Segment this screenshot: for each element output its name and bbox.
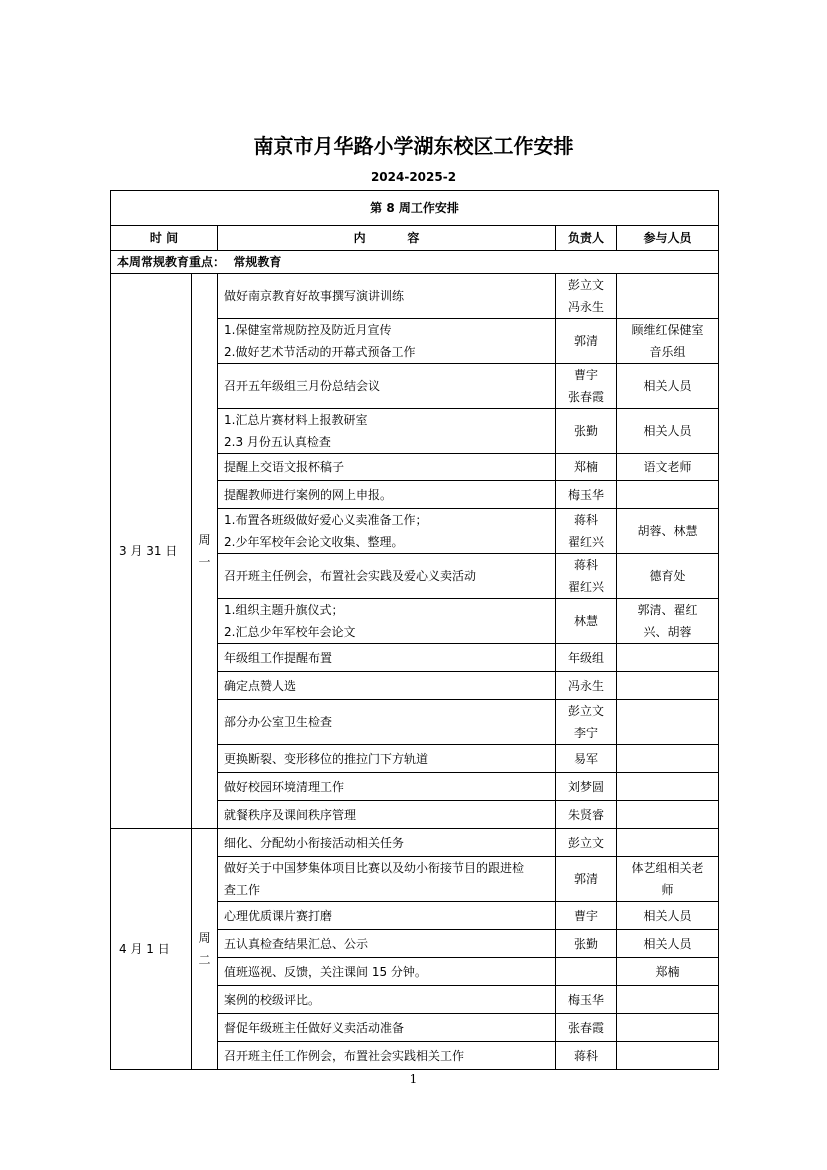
task-owner — [556, 644, 617, 672]
task-content-line-1: 提醒教师进行案例的网上申报。 — [224, 487, 393, 502]
task-owner-line-1: 梅玉华 — [567, 992, 604, 1007]
task-content — [218, 599, 556, 644]
task-participants — [617, 644, 719, 672]
task-content-line-1: 细化、分配幼小衔接活动相关任务 — [224, 835, 405, 850]
school-year: 2024-2025-2 — [370, 170, 457, 184]
task-content — [218, 481, 556, 509]
task-participants-line-1: 相关人员 — [643, 379, 692, 393]
page-title: 南京市月华路小学湖东校区工作安排 — [253, 134, 574, 158]
task-content — [218, 1042, 556, 1070]
task-participants-line-1: 相关人员 — [643, 424, 692, 438]
task-owner — [556, 454, 617, 481]
task-content-line-1: 召开班主任工作例会，布置社会实践相关工作 — [224, 1048, 465, 1063]
task-participants-line-1: 体艺组相关老 — [631, 861, 704, 875]
task-owner-line-1: 林慧 — [573, 614, 598, 628]
task-participants — [617, 274, 719, 319]
task-owner — [556, 672, 617, 700]
task-owner-line-1: 朱贤睿 — [567, 807, 604, 822]
date-cell: 4 月 1 日 — [111, 829, 192, 1070]
task-content — [218, 319, 556, 364]
task-owner-line-1: 蒋科 — [573, 1048, 598, 1063]
task-owner-line-1: 刘梦圆 — [567, 779, 604, 794]
task-content — [218, 274, 556, 319]
task-owner — [556, 857, 617, 902]
task-participants — [617, 409, 719, 454]
focus-row — [111, 251, 719, 274]
task-content-line-1: 提醒上交语文报杯稿子 — [224, 460, 345, 474]
task-owner-line-2: 张春霞 — [567, 390, 604, 404]
task-participants — [617, 857, 719, 902]
task-owner — [556, 1042, 617, 1070]
task-content-line-1: 做好校园环境清理工作 — [224, 779, 345, 794]
task-owner — [556, 319, 617, 364]
weekday-char-1: 周 — [198, 533, 211, 547]
task-owner-line-1: 郭清 — [573, 334, 598, 348]
task-content — [218, 801, 556, 829]
task-content-line-1: 督促年级班主任做好义卖活动准备 — [224, 1020, 405, 1035]
task-owner-line-2: 翟红兴 — [567, 580, 604, 594]
task-owner-line-1: 梅玉华 — [567, 487, 604, 502]
task-owner-line-1: 郭清 — [573, 872, 598, 886]
task-owner — [556, 481, 617, 509]
schedule-row — [111, 829, 719, 857]
task-content-line-1: 值班巡视、反馈，关注课间 15 分钟。 — [224, 964, 427, 979]
page-number: 1 — [409, 1072, 418, 1086]
task-content-line-1: 心理优质课片赛打磨 — [224, 908, 333, 923]
task-owner-line-1: 彭立文 — [567, 704, 604, 718]
task-content — [218, 902, 556, 930]
task-content-line-1: 做好关于中国梦集体项目比赛以及幼小衔接节目的跟进检 — [224, 861, 525, 875]
task-owner-line-1: 曹宇 — [573, 368, 598, 382]
task-content — [218, 672, 556, 700]
week-title-row — [111, 191, 719, 226]
weekly-focus: 本周常规教育重点： 常规教育 — [111, 251, 719, 274]
task-content-line-1: 召开班主任例会，布置社会实践及爱心义卖活动 — [224, 569, 477, 583]
task-content-line-1: 更换断裂、变形移位的推拉门下方轨道 — [224, 751, 429, 766]
task-content-line-1: 年级组工作提醒布置 — [224, 650, 333, 665]
task-participants — [617, 700, 719, 745]
task-participants — [617, 554, 719, 599]
header-time: 时 间 — [111, 226, 218, 251]
task-owner — [556, 1014, 617, 1042]
task-owner-line-2: 冯永生 — [567, 300, 604, 314]
task-owner — [556, 801, 617, 829]
task-owner — [556, 902, 617, 930]
task-content-line-1: 1.布置各班级做好爱心义卖准备工作； — [224, 513, 428, 527]
task-content — [218, 986, 556, 1014]
task-content-line-1: 1.汇总片赛材料上报教研室 — [224, 413, 368, 427]
task-owner — [556, 829, 617, 857]
weekday-char-2: 一 — [198, 555, 211, 569]
task-owner — [556, 930, 617, 958]
task-participants — [617, 1042, 719, 1070]
task-participants — [617, 454, 719, 481]
task-participants-line-1: 语文老师 — [643, 460, 692, 474]
task-content — [218, 454, 556, 481]
header-content: 内 容 — [218, 226, 556, 251]
task-content-line-1: 1.组织主题升旗仪式； — [224, 603, 344, 617]
task-participants-line-2: 兴、胡蓉 — [643, 625, 692, 639]
task-participants — [617, 509, 719, 554]
task-owner-line-2: 李宁 — [573, 726, 598, 740]
task-content — [218, 364, 556, 409]
task-content — [218, 930, 556, 958]
task-content — [218, 829, 556, 857]
task-owner-line-1: 易军 — [573, 751, 598, 766]
task-content-line-1: 做好南京教育好故事撰写演讲训练 — [224, 289, 405, 303]
task-content — [218, 745, 556, 773]
task-content-line-1: 就餐秩序及课间秩序管理 — [224, 807, 357, 822]
task-participants — [617, 773, 719, 801]
task-participants — [617, 481, 719, 509]
task-content — [218, 644, 556, 672]
task-content-line-2: 2.3 月份五认真检查 — [224, 435, 331, 449]
task-participants — [617, 599, 719, 644]
task-owner — [556, 745, 617, 773]
task-participants-line-1: 相关人员 — [643, 936, 692, 951]
task-content — [218, 1014, 556, 1042]
task-owner — [556, 958, 617, 986]
task-owner-line-1: 郑楠 — [573, 460, 598, 474]
task-participants — [617, 745, 719, 773]
task-content-line-2: 2.汇总少年军校年会论文 — [224, 625, 356, 639]
task-owner — [556, 509, 617, 554]
task-owner — [556, 986, 617, 1014]
task-content — [218, 958, 556, 986]
task-participants — [617, 930, 719, 958]
task-content-line-1: 确定点赞人选 — [224, 678, 297, 693]
task-participants-line-1: 德育处 — [649, 569, 686, 583]
task-content — [218, 554, 556, 599]
schedule-row — [111, 274, 719, 319]
task-participants — [617, 958, 719, 986]
task-owner — [556, 773, 617, 801]
task-content-line-1: 案例的校级评比。 — [224, 992, 321, 1007]
task-owner — [556, 700, 617, 745]
weekday-cell — [192, 829, 218, 1070]
header-row — [111, 226, 719, 251]
task-owner-line-2: 翟红兴 — [567, 535, 604, 549]
task-owner — [556, 364, 617, 409]
task-owner-line-1: 张勤 — [573, 936, 598, 951]
task-content — [218, 857, 556, 902]
task-owner-line-1: 蒋科 — [573, 513, 598, 527]
task-content-line-2: 2.做好艺术节活动的开幕式预备工作 — [224, 345, 416, 359]
task-participants — [617, 319, 719, 364]
task-participants — [617, 672, 719, 700]
task-owner — [556, 274, 617, 319]
date-cell: 3 月 31 日 — [111, 274, 192, 829]
weekday-char-1: 周 — [198, 931, 211, 945]
task-owner-line-1: 彭立文 — [567, 278, 604, 292]
task-participants-line-1: 郑楠 — [655, 964, 680, 979]
task-participants-line-1: 相关人员 — [643, 908, 692, 923]
task-participants — [617, 986, 719, 1014]
task-owner — [556, 554, 617, 599]
task-owner-line-1: 彭立文 — [567, 835, 604, 850]
task-content-line-1: 部分办公室卫生检查 — [224, 715, 333, 729]
task-participants — [617, 1014, 719, 1042]
task-participants — [617, 902, 719, 930]
task-owner-line-1: 年级组 — [567, 650, 604, 665]
header-participants: 参与人员 — [617, 226, 719, 251]
task-content — [218, 509, 556, 554]
task-participants-line-2: 音乐组 — [649, 345, 686, 359]
weekday-char-2: 二 — [198, 953, 211, 967]
task-owner-line-1: 张勤 — [573, 424, 598, 438]
task-owner-line-1: 蒋科 — [573, 558, 598, 572]
task-owner-line-1: 曹宇 — [573, 908, 598, 923]
task-participants-line-1: 顾维红保健室 — [631, 323, 704, 337]
task-content-line-1: 五认真检查结果汇总、公示 — [224, 936, 369, 951]
task-content-line-2: 查工作 — [224, 883, 261, 897]
task-owner — [556, 409, 617, 454]
task-content — [218, 409, 556, 454]
task-participants — [617, 801, 719, 829]
task-content-line-1: 1.保健室常规防控及防近月宣传 — [224, 323, 392, 337]
task-participants-line-1: 胡蓉、林慧 — [637, 524, 698, 538]
task-content-line-2: 2.少年军校年会论文收集、整理。 — [224, 535, 404, 549]
task-content-line-1: 召开五年级组三月份总结会议 — [224, 379, 381, 393]
schedule-table — [110, 190, 719, 1070]
task-participants — [617, 829, 719, 857]
task-content — [218, 700, 556, 745]
task-owner-line-1: 冯永生 — [567, 678, 604, 693]
task-participants-line-2: 师 — [661, 883, 674, 897]
task-participants-line-1: 郭清、翟红 — [637, 603, 698, 617]
task-owner — [556, 599, 617, 644]
weekday-cell — [192, 274, 218, 829]
header-owner: 负责人 — [556, 226, 617, 251]
task-content — [218, 773, 556, 801]
task-owner-line-1: 张春霞 — [567, 1020, 604, 1035]
week-title: 第 8 周工作安排 — [111, 191, 719, 226]
task-participants — [617, 364, 719, 409]
